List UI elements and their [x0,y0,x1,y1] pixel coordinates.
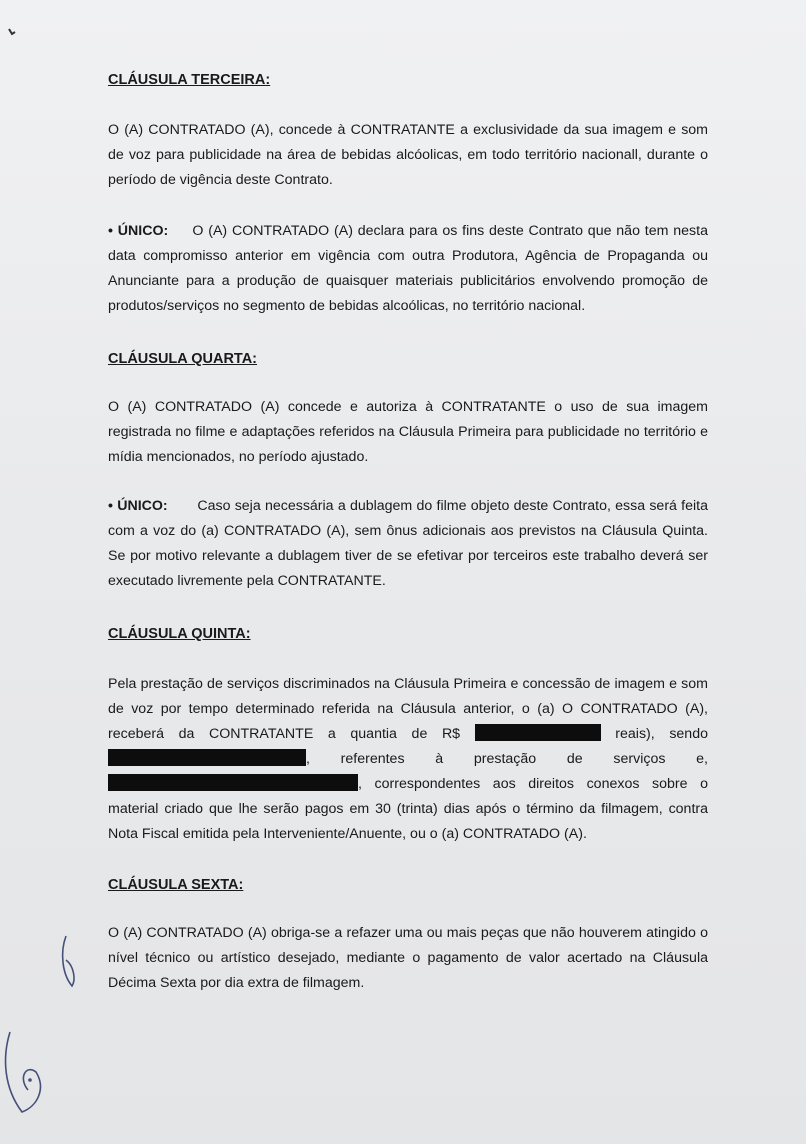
clause-quarta-unico [108,494,708,594]
unico-text: O (A) CONTRATADO (A) declara para os fins deste Contrato que não tem nesta data compromisso anterior em vigência com outra Produtora, Agência de Propaganda ou Anunciante para a produção de quaisquer materiais publicitários envolvendo promoção de produtos/serviços no segmento de bebidas alcoólicas, no território nacional. [108,223,708,314]
unico-text: Caso seja necessária a dublagem do filme objeto deste Contrato, essa será feita com a voz do (a) CONTRATADO (A), sem ônus adicionais aos previstos na Cláusula Quinta. Se por motivo relevante a dublagem tiver de se efetivar por terceiros este trabalho deverá ser executado livremente pela CONTRATANTE. [108,498,708,589]
unico-label: • ÚNICO: [108,223,169,239]
redaction-bar [108,749,306,766]
clause-quinta-part2: reais), sendo [615,726,708,742]
clause-heading-quinta: CLÁUSULA QUINTA: [108,626,251,642]
clause-heading-terceira: CLÁUSULA TERCEIRA: [108,72,271,88]
clause-quinta-part3: , referentes à prestação de serviços e, [306,751,708,767]
handwritten-initial [54,930,90,992]
clause-sexta-text: O (A) CONTRATADO (A) obriga-se a refazer uma ou mais peças que não houverem atingido o nível técnico ou artístico desejado, mediante o pagamento de valor acertado na Cláusula Décima Sexta por dia extra de filmagem. [108,925,708,991]
clause-heading-sexta: CLÁUSULA SEXTA: [108,877,244,893]
contract-body [108,60,708,996]
clause-quinta-part4: , correspondentes aos direitos conexos sobre o material criado que lhe serão pagos em 30 (trinta) dias após o término da filmagem, contra Nota Fiscal emitida pela Interveniente/Anuente, ou o (a) CONTRATADO (A). [108,776,708,842]
clause-quarta-text: O (A) CONTRATADO (A) concede e autoriza à CONTRATANTE o uso de sua imagem registrada no filme e adaptações referidos na Cláusula Primeira para publicidade no território e mídia mencionados, no período ajustado. [108,399,708,465]
clause-heading-quarta: CLÁUSULA QUARTA: [108,351,258,367]
handwritten-signature [0,1028,52,1118]
clause-terceira-unico [108,219,708,319]
unico-label: • ÚNICO: [108,498,168,514]
clause-terceira-text: O (A) CONTRATADO (A), concede à CONTRATANTE a exclusividade da sua imagem e som de voz para publicidade na área de bebidas alcóolicas, em todo território nacionall, durante o período de vigência deste Contrato. [108,122,708,188]
clause-quinta-part1: Pela prestação de serviços discriminados na Cláusula Primeira e concessão de imagem e som de voz por tempo determinado referida na Cláusula anterior, o (a) O CONTRATADO (A), receberá da CONTRATANTE a quantia de R$ [108,676,708,742]
clause-quinta-text [108,672,708,847]
redaction-bar [475,724,601,741]
handwritten-mark-top [6,26,20,40]
redaction-bar [108,774,358,791]
